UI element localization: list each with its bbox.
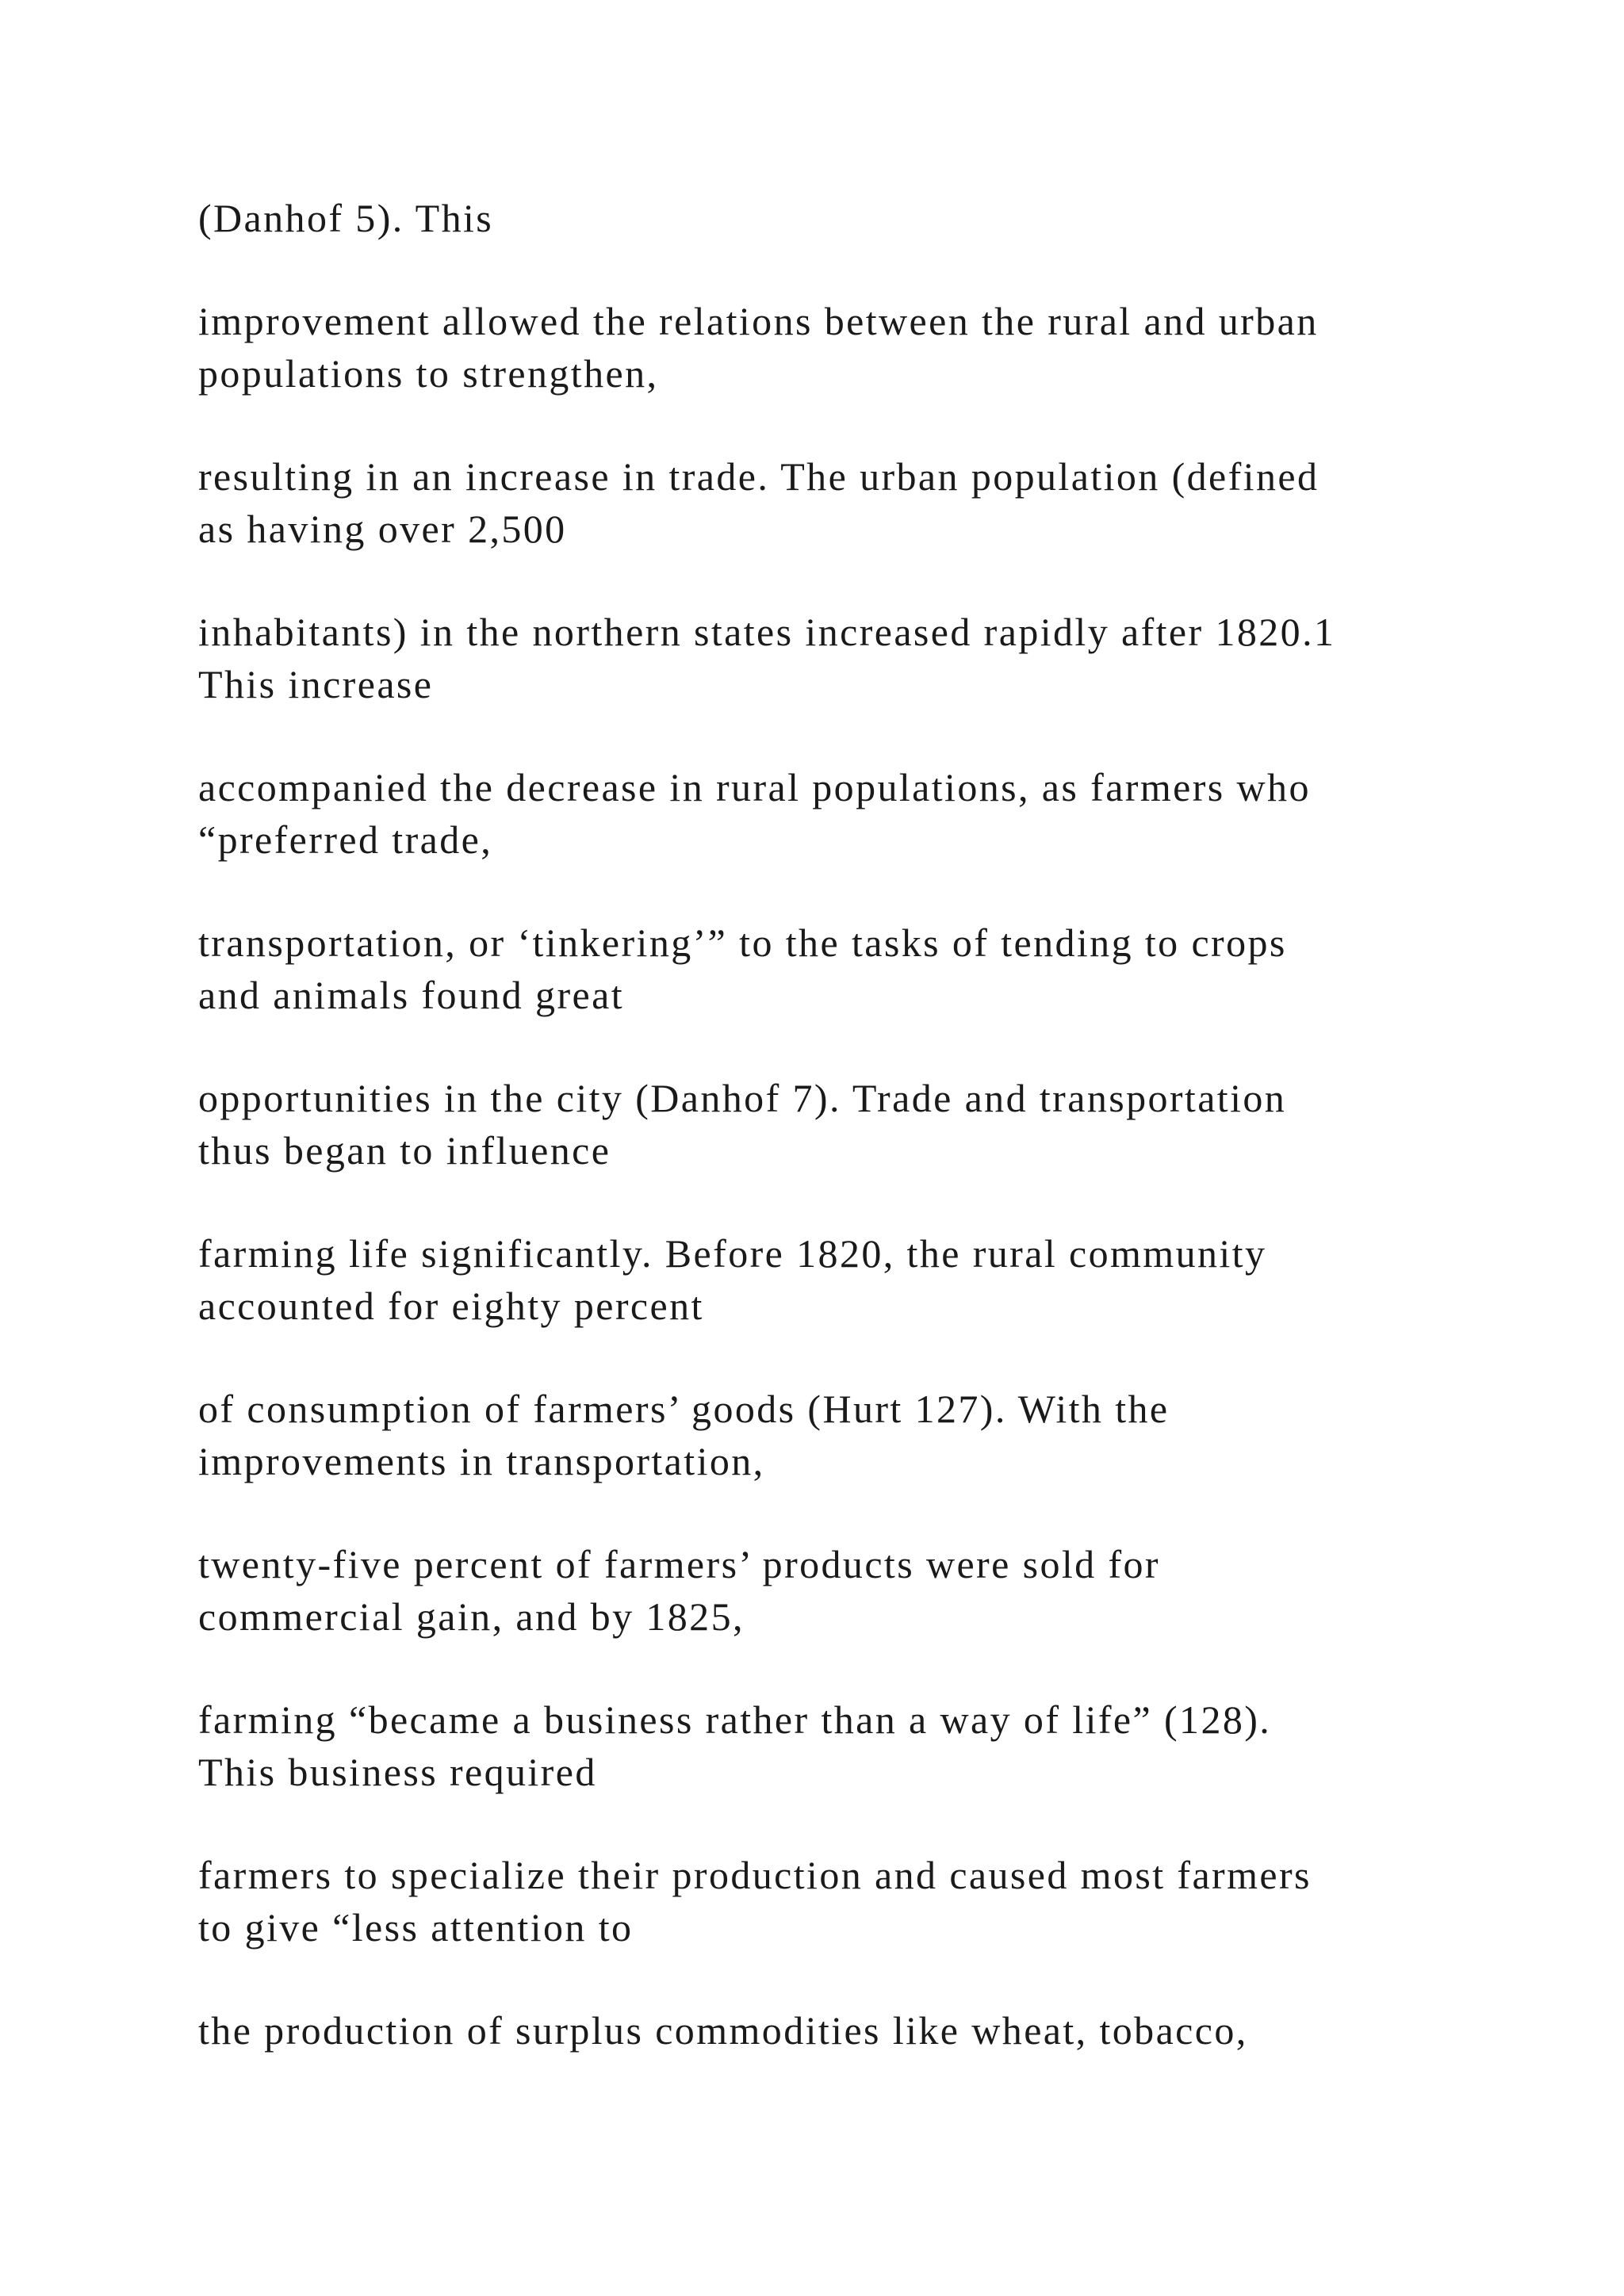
text-line: transportation, or ‘tinkering’” to the tasks of tending to crops [198,920,1287,965]
text-line: “preferred trade, [198,817,493,862]
paragraph [198,916,1546,1021]
text-line: of consumption of farmers’ goods (Hurt 127). With the [198,1387,1170,1431]
text-line: twenty-five percent of farmers’ products were sold for [198,1542,1160,1586]
text-line: farmers to specialize their production and caused most farmers [198,1853,1312,1897]
text-line: opportunities in the city (Danhof 7). Trade and transportation [198,1076,1287,1120]
paragraph [198,450,1546,555]
paragraph [198,761,1546,866]
paragraph [198,192,1546,244]
text-line: as having over 2,500 [198,507,567,551]
text-line: farming life significantly. Before 1820, the rural community [198,1231,1267,1276]
text-line: farming “became a business rather than a way of life” (128). [198,1697,1272,1742]
text-line: the production of surplus commodities like wheat, tobacco, [198,2008,1248,2053]
paragraph [198,1849,1546,1954]
text-line: resulting in an increase in trade. The urban population (defined [198,454,1320,499]
text-line: inhabitants) in the northern states increased rapidly after 1820.1 [198,610,1336,654]
text-line: accompanied the decrease in rural populations, as farmers who [198,765,1311,809]
paragraph [198,1383,1546,1487]
text-line: commercial gain, and by 1825, [198,1594,745,1639]
text-line: This business required [198,1750,597,1794]
text-line: This increase [198,662,434,706]
paragraph [198,606,1546,710]
text-line: populations to strengthen, [198,351,659,396]
text-line: accounted for eighty percent [198,1284,704,1328]
text-line: improvement allowed the relations between the rural and urban [198,299,1319,343]
text-line: to give “less attention to [198,1905,634,1950]
paragraph [198,1693,1546,1798]
paragraph [198,2004,1546,2057]
paragraph [198,1072,1546,1177]
text-line: improvements in transportation, [198,1439,765,1483]
body-text [198,192,1546,2107]
paragraph [198,1227,1546,1332]
text-line: (Danhof 5). This [198,196,494,240]
text-line: thus began to influence [198,1128,611,1173]
text-line: and animals found great [198,973,624,1017]
paragraph [198,1538,1546,1643]
paragraph [198,295,1546,400]
